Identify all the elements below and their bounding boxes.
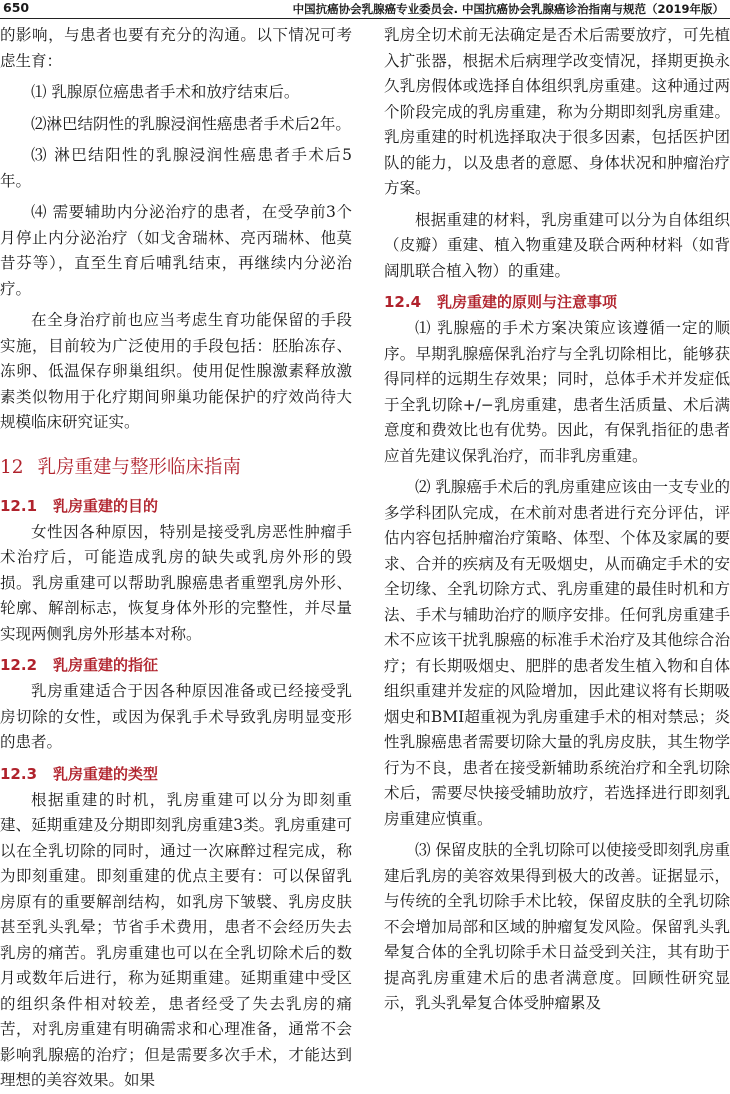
principle-paragraph: ⑶ 保留皮肤的全乳切除可以使接受即刻乳房重建后乳房的美容效果得到极大的改善。证据显示，与传统的全乳切除手术比较，保留皮肤的全乳切除不会增加局部和区域的肿瘤复发风险。保留乳头乳晕复合体的全乳切除手术日益受到关注，其有助于提高乳房重建术后的患者满意度。回顾性研究显示，乳头乳晕复合体受肿瘤累及 [384,841,730,1012]
continued-paragraph: 乳房全切术前无法确定是否术后需要放疗，可先植入扩张器，根据术后病理学改变情况，择期更换永久乳房假体或选择自体组织乳房重建。这种通过两个阶段完成的乳房重建，称为分期即刻乳房重建。乳房重建的时机选择取决于很多因素，包括医护团队的能力，以及患者的意愿、身体状况和肿瘤治疗方案。 [384,26,730,197]
fertility-paragraph: 在全身治疗前也应当考虑生育功能保留的手段实施，目前较为广泛使用的手段包括：胚胎冻存、冻卵、低温保存卵巢组织。使用促性腺激素释放激素类似物用于化疗期间卵巢功能保护的疗效尚待大规模临床研究证实。 [0,311,352,431]
principle-paragraph: ⑴ 乳腺癌的手术方案决策应该遵循一定的顺序。早期乳腺癌保乳治疗与全乳切除相比，能够获得同样的远期生存效果；同时，总体手术并发症低于全乳切除+/−乳房重建，患者生活质量、术后满意度和费效比也有优势。因此，有保乳指征的患者应首先建议保乳治疗，而非乳房重建。 [384,319,730,465]
section-number: 12.3 [0,764,38,783]
section-paragraph: 女性因各种原因，特别是接受乳房恶性肿瘤手术治疗后，可能造成乳房的缺失或乳房外形的毁损。乳房重建可以帮助乳腺癌患者重塑乳房外形、轮廓、解剖标志，恢复身体外形的完整性，并尽量实现两侧乳房外形基本对称。 [0,522,352,643]
intro-paragraph: 的影响，与患者也要有充分的沟通。以下情况可考虑生育： [0,26,352,70]
chapter-title: 乳房重建与整形临床指南 [37,456,242,478]
section-title: 乳房重建的原则与注意事项 [437,293,618,311]
header-rule [0,18,730,19]
page-number: 650 [3,0,30,15]
section-heading [384,290,730,314]
running-header [0,0,730,20]
section-number: 12.2 [0,656,38,674]
section-heading [0,762,352,786]
section-title: 乳房重建的类型 [53,764,159,783]
section-number: 12.1 [0,496,38,515]
section-number: 12.4 [384,293,422,311]
list-item: ⑶ 淋巴结阳性的乳腺浸润性癌患者手术后5年。 [0,146,352,190]
chapter-number: 12 [0,456,24,478]
section-paragraph: 根据重建的时机，乳房重建可以分为即刻重建、延期重建及分期即刻乳房重建3类。乳房重建可以在全乳切除的同时，通过一次麻醉过程完成，称为即刻重建。即刻重建的优点主要有：可以保留乳房原有的重要解剖结构，如乳房下皱襞、乳房皮肤甚至乳头乳晕；节省手术费用，患者不会经历失去乳房的痛苦。乳房重建也可以在全乳切除术后的数月或数年后进行，称为延期重建。延期重建中受区的组织条件相对较差，患者经受了失去乳房的痛苦，对乳房重建有明确需求和心理准备，通常不会影响乳腺癌的治疗；但是需要多次手术，才能达到理想的美容效果。如果 [0,790,352,1089]
principle-paragraph: ⑵ 乳腺癌手术后的乳房重建应该由一支专业的多学科团队完成，在术前对患者进行充分评估，评估内容包括肿瘤治疗策略、体型、个体及家属的要求、合并的疾病及有无吸烟史，从而确定手术的安全切缘、全乳切除方式、乳房重建的最佳时机和方法、手术与辅助治疗的顺序安排。任何乳房重建手术不应该干扰乳腺癌的标准手术治疗及其他综合治疗；有长期吸烟史、肥胖的患者发生植入物和自体组织重建并发症的风险增加，因此建议将有长期吸烟史和BMI超重视为乳房重建手术的相对禁忌；炎性乳腺癌患者需要切除大量的乳房皮肤，其生物学行为不良，患者在接受新辅助系统治疗和全乳切除术后，需要尽快接受辅助放疗，若选择进行即刻乳房重建应慎重。 [384,478,730,828]
materials-paragraph: 根据重建的材料，乳房重建可以分为自体组织（皮瓣）重建、植入物重建及联合两种材料（如背阔肌联合植入物）的重建。 [384,210,730,280]
list-item: ⑷ 需要辅助内分泌治疗的患者，在受孕前3个月停止内分泌治疗（如戈舍瑞林、亮丙瑞林、他莫昔芬等），直至生育后哺乳结束，再继续内分泌治疗。 [0,203,352,298]
section-title: 乳房重建的指征 [53,656,159,674]
section-title: 乳房重建的目的 [53,496,159,515]
chapter-heading [0,454,352,482]
list-item: ⑵淋巴结阴性的乳腺浸润性癌患者手术后2年。 [31,114,351,133]
section-paragraph: 乳房重建适合于因各种原因准备或已经接受乳房切除的女性，或因为保乳手术导致乳房明显变形的患者。 [0,682,352,751]
list-item: ⑴ 乳腺原位癌患者手术和放疗结束后。 [31,83,300,101]
left-column [0,23,352,1089]
right-column [384,23,730,1063]
section-heading [0,653,352,677]
running-head: 中国抗癌协会乳腺癌专业委员会. 中国抗癌协会乳腺癌诊治指南与规范（2019年版） [292,2,724,16]
section-heading [0,494,352,518]
